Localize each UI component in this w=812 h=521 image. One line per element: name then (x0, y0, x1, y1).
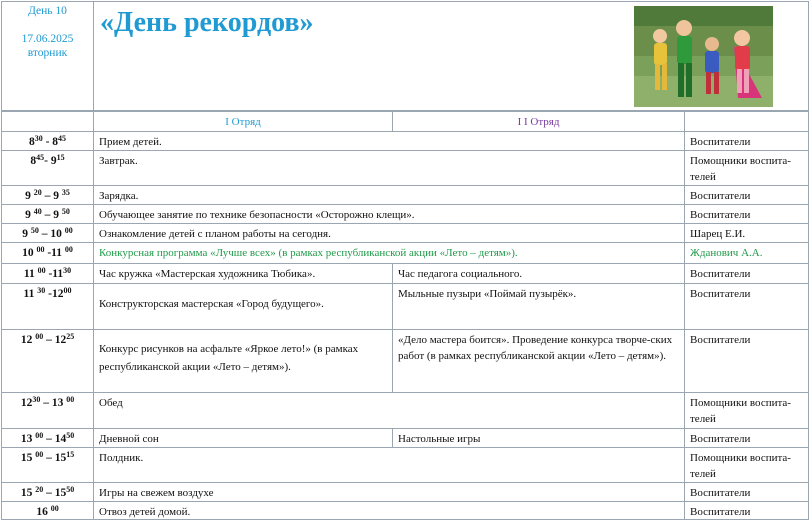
weekday: вторник (27, 47, 68, 59)
responsible-cell: Помощники воспита-телей (684, 150, 809, 186)
responsible-cell: Воспитатели (684, 185, 809, 205)
activity-cell: Отвоз детей домой. (93, 501, 685, 520)
colhead-group1: I Отряд (93, 111, 393, 132)
time-cell: 16 $^{00}$ (1, 501, 94, 520)
group1-cell: Дневной сон (93, 428, 393, 448)
responsible-cell: Воспитатели (684, 482, 809, 502)
activity-cell: Ознакомление детей с планом работы на сегодня. (93, 223, 685, 243)
date: 17.06.2025 (21, 33, 74, 45)
time-cell: 9 $^{50}$ – 10 $^{00}$ (1, 223, 94, 243)
kids-superheroes-photo (634, 6, 773, 107)
responsible-cell: Помощники воспита-телей (684, 447, 809, 483)
responsible-cell: Воспитатели (684, 263, 809, 284)
time-cell: 15 $^{00} - 15^{15}$ (1, 447, 94, 483)
group2-cell: Мыльные пузыри «Поймай пузырёк». (392, 283, 685, 330)
activity-cell: Игры на свежем воздухе (93, 482, 685, 502)
time-cell: 10 $^{00}$ -11 $^{00}$ (1, 242, 94, 264)
activity-cell: Полдник. (93, 447, 685, 483)
responsible-cell: Воспитатели (684, 204, 809, 224)
time-cell: 15 $^{20} - 15^{50}$ (1, 482, 94, 502)
activity-cell: Обед (93, 392, 685, 429)
colhead-group2: I I Отряд (392, 111, 685, 132)
group1-cell: Конкурс рисунков на асфальте «Яркое лето!» (в рамках республиканской акции «Лето – детям»). (93, 329, 393, 393)
activity-cell: Конкурсная программа «Лучше всех» (в рамках республиканской акции «Лето – детям»). (93, 242, 685, 264)
responsible-cell: Жданович А.А. (684, 242, 809, 264)
time-cell: 11 $^{30}$ $-12^{00}$ (1, 283, 94, 330)
group1-cell: Конструкторская мастерская «Город будущего». (93, 283, 393, 330)
page-title: «День рекордов» (100, 7, 314, 38)
time-cell: $8^{45}-$ $9^{15}$ (1, 150, 94, 186)
colhead-responsible (684, 111, 809, 132)
responsible-cell: Воспитатели (684, 131, 809, 151)
colhead-time (1, 111, 94, 132)
time-cell: 9 $^{20}$ – 9 $^{35}$ (1, 185, 94, 205)
time-cell: 12 $^{00} - 12^{25}$ (1, 329, 94, 393)
time-cell: $8^{30} - 8^{45}$ (1, 131, 94, 151)
day-number: День 10 (28, 5, 67, 17)
responsible-cell: Помощники воспита-телей (684, 392, 809, 429)
responsible-cell: Воспитатели (684, 428, 809, 448)
time-cell: 9 $^{40}$ – 9 $^{50}$ (1, 204, 94, 224)
responsible-cell: Воспитатели (684, 329, 809, 393)
responsible-cell: Воспитатели (684, 501, 809, 520)
activity-cell: Прием детей. (93, 131, 685, 151)
group2-cell: Настольные игры (392, 428, 685, 448)
day-info-cell (1, 1, 94, 111)
activity-cell: Зарядка. (93, 185, 685, 205)
time-cell: 13 $^{00} - 14^{50}$ (1, 428, 94, 448)
group2-cell: Час педагога социального. (392, 263, 685, 284)
time-cell: 11 $^{00}$ $-11^{30}$ (1, 263, 94, 284)
time-cell: $12^{30} - 13$ $^{00}$ (1, 392, 94, 429)
activity-cell: Обучающее занятие по технике безопасности «Осторожно клещи». (93, 204, 685, 224)
activity-cell: Завтрак. (93, 150, 685, 186)
responsible-cell: Шарец Е.И. (684, 223, 809, 243)
group1-cell: Час кружка «Мастерская художника Тюбика». (93, 263, 393, 284)
group2-cell: «Дело мастера боится». Проведение конкурса творче-ских работ (в рамках республиканской акции «Лето – детям»). (392, 329, 685, 393)
responsible-cell: Воспитатели (684, 283, 809, 330)
